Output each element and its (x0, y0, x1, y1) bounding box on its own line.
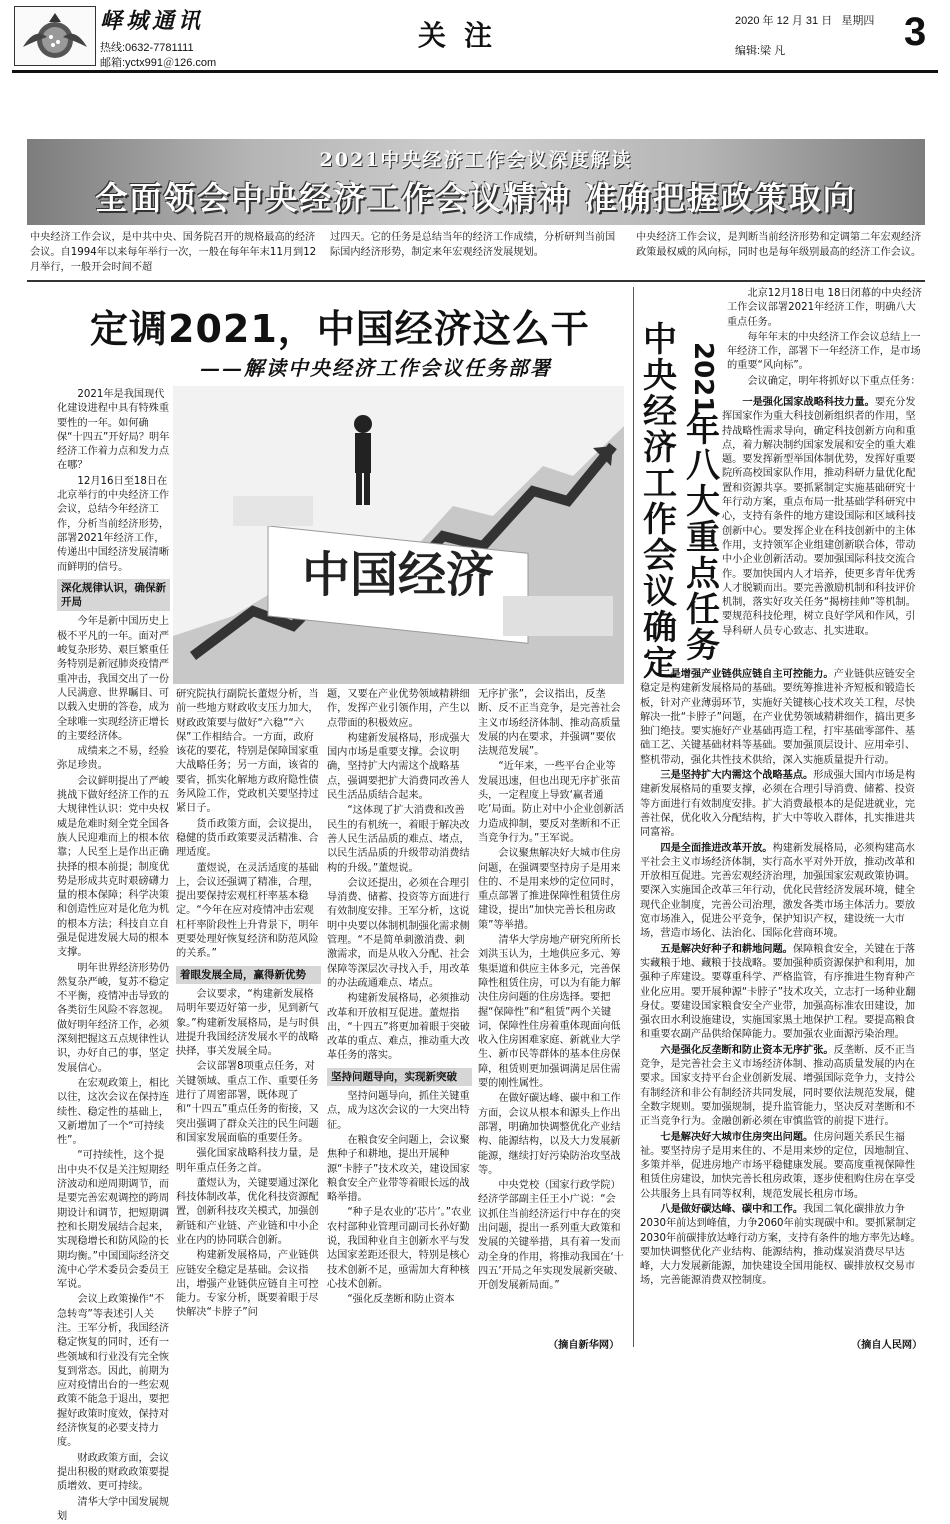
paragraph: 财政政策方面，会议提出积极的财政政策要提质增效、更可持续。 (57, 1452, 170, 1493)
weekday: 星期四 (841, 15, 875, 27)
title-char: 议 (643, 572, 677, 612)
task-7 (640, 1131, 923, 1202)
paragraph: 董煜认为，关键要通过深化科技体制改革，优化科技资源配置，创新科技攻关模式，加强创新链和产业链、产业链和中小企业在内的协同联合创新。 (176, 1177, 319, 1246)
editor: 编辑:梁 凡 (735, 45, 786, 57)
paragraph: 题，又要在产业优势领域精耕细作，发挥产业引领作用，产生以点带面的积极效应。 (327, 689, 470, 729)
task-body: 反垄断、反不正当竞争，是完善社会主义市场经济体制、推动高质量发展的内在要求。国家支持平台企业创新发展、增强国际竞争力，支持公有制经济和非公有制经济共同发展，同时要依法规范发展，健全数字规则。要加强规制，提升监管能力，坚决反对垄断和不正当竞争行为。金融创新必须在审慎监管的前提下进行。 (640, 1044, 916, 1128)
paragraph: 北京12月18日电 18日闭幕的中央经济工作会议部署2021年经济工作，明确八大重点任务。 (727, 288, 922, 328)
paragraph: 构建新发展格局，必须推动改革和开放相互促进。董煜指出，“十四五”将更加着眼于突破改革的重点、难点，推动重大改革任务的落实。 (327, 993, 470, 1062)
title-char: 经 (643, 392, 677, 432)
lead-column-d (478, 688, 624, 1333)
paragraph: 会议上政策操作“不急转弯”等表述引人关注。王军分析，我国经济稳定恢复的同时，还有一些领域和行业没有完全恢复到常态。因此，前期为应对疫情出台的一些宏观政策不能急于退出，要把握好政策时度效，保持对经济恢复的必要支持力度。 (57, 1294, 170, 1449)
title-char: 确 (643, 608, 677, 648)
task-body: 产业链供应链安全稳定是构建新发展格局的基础。要统筹推进补齐短板和锻造长板，针对产业薄弱环节，实施好关键核心技术攻关工程，尽快解决一批“卡脖子”问题，在产业优势领域精耕细作，搞出更多独门绝技。要实施好产业基础再造工程，打牢基础零部件、基础工艺、关键基础材料等基础。要加强顶层设计、应用牵引、整机带动，强化共性技术供给，深入实施质量提升行动。 (640, 669, 916, 766)
intro-divider (27, 280, 925, 282)
photo-caption: 中国经济 (301, 547, 495, 603)
paragraph: 明年世界经济形势仍然复杂严峻，复苏不稳定不平衡，疫情冲击导致的各类衍生风险不容忽视。做好明年经济工作，必须深刻把握这五点规律性认识，办好自己的事，坚定发展信心。 (57, 962, 170, 1074)
paragraph: 会议还提出，必须在合理引导消费、储蓄、投资等方面进行有效制度安排。王军分析，这说明中央要以体制机制强化需求侧管理。“不是简单刺激消费、刺激需求，而是从收入分配、社会保障等深层次寻找入手，用改革的办法疏通难点、堵点。 (327, 877, 470, 989)
intro-col-3: 中央经济工作会议，是判断当前经济形势和定调第二年宏观经济政策最权威的风向标，同时也是每年级别最高的经济工作会议。 (636, 232, 922, 258)
title-char: 八 (686, 446, 720, 486)
task-body: 要充分发挥国家作为重大科技创新组织者的作用，坚持战略性需求导向，确定科技创新方向和重点，着力解决制约国家发展和安全的重大难题。要发挥新型举国体制优势，发挥好重要院所高校国家队作用，推动科研力量优化配置和资源共享。要抓紧制定实施基础研究十年行动方案，重点布局一批基础学科研究中心，支持有条件的地方建设国际和区域科技创新中心。要发挥企业在科技创新中的主体作用，支持领军企业组建创新联合体，带动中小企业创新活动。要加强国际科技交流合作。要加快国内人才培养，使更多青年优秀人才脱颖而出。要完善激励机制和科技评价机制，落实好攻关任务“揭榜挂帅”等机制。要规范科技伦理，树立良好学风和作风，引导科研人员专心致志、扎实进取。 (722, 397, 916, 637)
lead-column-b (176, 688, 321, 1348)
paragraph: 今年是新中国历史上极不平凡的一年。面对严峻复杂形势、艰巨繁重任务特别是新冠肺炎疫情严重冲击，我国交出了一份人民满意、世界瞩目、可以载入史册的答卷，成为全球唯一实现经济正增长的主要经济体。 (57, 616, 170, 742)
paragraph: “近年来，一些平台企业等发展迅速，但也出现无序扩张苗头，一定程度上导致‘赢者通吃’局面。防止对中小企业创新活力造成抑制，要反对垄断和不正当竞争行为。”王军说。 (478, 761, 624, 844)
task-5 (640, 943, 923, 1043)
paragraph: 在做好碳达峰、碳中和工作方面，会议从根本和源头上作出部署，明确加快调整优化产业结构、能源结构，以及大力发展新能源，继续打好污染防治攻坚战等。 (478, 1093, 621, 1176)
title-char: 大 (686, 482, 720, 522)
paragraph: 中央党校（国家行政学院）经济学部副主任王小广说：“会议抓住当前经济运行中存在的突出问题，提出一系列重大政策和发展的关键举措，具有着一发而动全身的作用，将推动我国在‘十四五’开局之年实现发展新突破、开创发展新局面。” (478, 1180, 624, 1292)
lead-subheadline: ——解读中央经济工作会议任务部署 (200, 356, 552, 380)
title-char: 重 (686, 518, 720, 558)
paragraph: 强化国家战略科技力量，是明年重点任务之首。 (176, 1148, 319, 1174)
paragraph: 构建新发展格局，产业链供应链安全稳定是基础。会议指出，增强产业链供应链自主可控能力。专家分析，既要着眼于尽快解决“卡脖子”问 (176, 1250, 319, 1319)
feature-banner (27, 139, 925, 225)
title-char: 中 (643, 320, 677, 360)
task-heading: 五是解决好种子和耕地问题。 (660, 943, 793, 955)
paragraph: 在宏观政策上，相比以往，这次会议在保持连续性、稳定性的基础上，又新增加了一个“可持续性”。 (57, 1077, 170, 1147)
paper-name: 峄城通讯 (100, 8, 205, 34)
task-4 (640, 842, 923, 942)
date: 2020 年 12 月 31 日 (735, 15, 833, 27)
email: 邮箱:yctx991＠126.com (100, 57, 217, 69)
task-8 (640, 1203, 923, 1289)
lead-headline: 定调2021，中国经济这么干 (90, 307, 590, 351)
tasks-vertical-title (683, 342, 723, 664)
paragraph: 成绩来之不易，经验弥足珍贵。 (57, 746, 170, 772)
title-char: 央 (643, 356, 677, 396)
task-heading: 八是做好碳达峰、碳中和工作。 (660, 1203, 804, 1215)
task-heading: 二是增强产业链供应链自主可控能力。 (660, 669, 834, 680)
paragraph: 坚持问题导向，抓住关键重点，成为这次会议的一大突出特征。 (327, 1091, 470, 1131)
lead-source: （摘自新华网） (548, 1340, 620, 1351)
task-body: 构建新发展格局，必须构建高水平社会主义市场经济体制，实行高水平对外开放，推动改革和开放相互促进。完善宏观经济治理，加强国家宏观政策协调。要深入实施国企改革三年行动，优化民营经济发展环境，健全现代企业制度，完善公司治理，激发各类市场主体活力。要放宽市场准入，促进公平竞争，保护知识产权，建设统一大市场，营造市场化、法治化、国际化营商环境。 (640, 842, 916, 940)
section-title: 关注 (418, 19, 511, 52)
task-body: 形成强大国内市场是构建新发展格局的重要支撑，必须在合理引导消费、储蓄、投资等方面进行有效制度安排。扩大消费最根本的是促进就业，完善社保，优化收入分配结构，扩大中等收入群体，扎实推进共同富裕。 (640, 770, 916, 839)
paragraph: 无序扩张”，会议指出，反垄断、反不正当竞争，是完善社会主义市场经济体制、推动高质量发展的内在要求，并强调“要依法规范发展”。 (478, 689, 621, 758)
task-2 (640, 668, 923, 768)
lead-column-c (327, 688, 472, 1348)
pomegranate-logo-icon (15, 7, 95, 65)
title-char: 任 (686, 590, 720, 630)
banner-title: 全面领会中央经济工作会议精神 准确把握政策取向 (95, 179, 857, 217)
task-body: 住房问题关系民生福祉。要坚持房子是用来住的、不是用来炒的定位，因地制宜、多策并举，促进房地产市场平稳健康发展。要高度重视保障性租赁住房建设，加快完善长租房政策，逐步使租购住房在享受公共服务上具有同等权利，规范发展长租房市场。 (640, 1131, 916, 1200)
section-heading: 着眼发展全局，赢得新优势 (176, 966, 321, 984)
intro-col-2: 过四天。它的任务是总结当年的经济工作成绩，分析研判当前国际国内经济形势，制定来年宏观经济发展规划。 (330, 232, 616, 258)
paragraph: 2021年是我国现代化建设进程中具有特殊重要性的一年。如何确保“十四五”开好局？明年经济工作着力点和发力点在哪？ (57, 389, 170, 472)
paragraph: “强化反垄断和防止资本 (347, 1294, 455, 1306)
paragraph: 12月16日至18日在北京举行的中央经济工作会议，总结今年经济工作，分析当前经济形势，部署2021年经济工作，传递出中国经济发展清晰而鲜明的信号。 (57, 475, 170, 573)
section-heading: 深化规律认识，确保新开局 (57, 579, 170, 612)
paragraph: 会议要求，“构建新发展格局明年要迈好第一步，见到新气象。”构建新发展格局，是与时俱进提升我国经济发展水平的战略抉择，事关发展全局。 (176, 988, 319, 1058)
task-heading: 三是坚持扩大内需这个战略基点。 (660, 770, 814, 782)
task-6 (640, 1044, 923, 1130)
title-char: 年 (686, 410, 720, 450)
paragraph: 每年年末的中央经济工作会议总结上一年经济工作，部署下一年经济工作，是市场的重要“风向标”。 (727, 331, 921, 372)
issue-date (735, 12, 874, 28)
title-char: 工 (643, 464, 677, 504)
businessman-figure (354, 415, 372, 433)
lead-column-a (57, 388, 170, 1522)
paragraph: 构建新发展格局，形成强大国内市场是重要支撑。会议明确，坚持扩大内需这个战略基点，强调要把扩大消费同改善人民生活品质结合起来。 (327, 732, 470, 802)
paragraph: “可持续性，这个提出中央不仅是关注短期经济波动和逆周期调节，而是要完善宏观调控的跨周期设计和调节，把短期调控和长期发展结合起来，实现稳增长和防风险的长期均衡。”中国国际经济交流中心学术委员会委员王军说。 (57, 1150, 170, 1291)
title-char: 定 (643, 644, 677, 684)
paragraph: “这体现了扩大消费和改善民生的有机统一，着眼于解决改善人民生活品质的难点、堵点，以民生活品质的升级带动消费结构的升级。”董煜说。 (327, 805, 470, 874)
tasks-lead-text (727, 287, 923, 395)
paragraph: 清华大学中国发展规划 (57, 1496, 170, 1522)
title-char: 务 (686, 626, 720, 666)
hotline: 热线:0632-7781111 (100, 42, 194, 54)
task-3 (640, 769, 923, 840)
banner-subtitle: 2021中央经济工作会议深度解读 (319, 149, 633, 171)
title-char: 会 (643, 536, 677, 576)
task-body: 保障粮食安全，关键在于落实藏粮于地、藏粮于技战略。要加强种质资源保护和利用，加强种子库建设。要尊重科学、严格监管，有序推进生物育种产业化应用。要开展种源“卡脖子”技术攻关，立志打一场种业翻身仗。要建设国家粮食安全产业带，加强高标准农田建设，加强农田水利设施建设，实施国家黑土地保护工程。要提高粮食和重要农副产品供给保障能力。要加强农业面源污染治理。 (640, 943, 916, 1041)
paragraph: 在粮食安全问题上，会议聚焦种子和耕地，提出开展种源“卡脖子”技术攻关，建设国家粮食安全产业带等着眼长远的战略举措。 (327, 1134, 470, 1204)
task-heading: 四是全面推进改革开放。 (660, 842, 773, 854)
task-heading: 一是强化国家战略科技力量。 (742, 397, 875, 408)
paragraph: 会议确定，明年将抓好以下重点任务： (747, 375, 921, 387)
tasks-main-text (640, 668, 923, 1340)
masthead (0, 0, 950, 72)
task-heading: 七是解决好大城市住房突出问题。 (660, 1131, 814, 1143)
paragraph: 会议部署8项重点任务，对关键领域、重点工作、重要任务进行了周密部署，既体现了和“十四五”重点任务的衔接，又突出强调了群众关注的民生问题和国家发展面临的重要任务。 (176, 1061, 319, 1144)
title-char: 作 (643, 500, 677, 540)
paragraph: 货币政策方面，会议提出，稳健的货币政策要灵活精准、合理适度。 (176, 818, 319, 859)
section-heading: 坚持问题导向，实现新突破 (327, 1068, 472, 1086)
newspaper-logo (14, 6, 96, 66)
paragraph: 董煜说，在灵活适度的基础上，会议还强调了精准，合理，提出要保持宏观杠杆率基本稳定。“今年在应对疫情冲击宏观杠杆率阶段性上升背景下，明年更要处理好恢复经济和防范风险的关系。” (176, 862, 319, 960)
paragraph: “种子是农业的‘芯片’。”农业农村部种业管理司副司长孙好勤说，我国种业自主创新水平与发达国家差距还很大，特别是核心技术创新不足，亟需加大育种核心技术创新。 (327, 1207, 472, 1290)
intro-col-1: 中央经济工作会议，是中共中央、国务院召开的规格最高的经济会议。自1994年以来每年举行一次，一般在每年年末11月到12月举行，一般开会时间不超 (30, 232, 317, 273)
paragraph: 研究院执行副院长董煜分析，当前一些地方财政收支压力加大，财政政策要与做好“六稳”“六保”工作相结合。一方面，政府该花的要花，特别是保障国家重大战略任务；另一方面，该省的要省，抓实化解地方政府隐性债务风险工作，党政机关要坚持过紧日子。 (176, 689, 319, 815)
paragraph: 清华大学房地产研究所所长刘洪玉认为，土地供应多元、筹集渠道和供应主体多元，完善保障性租赁住房，可以为有能力解决住房问题的住房选择。要把握“保障性”和“租赁”两个关键词，保障性住房着重体现面向低收入住房困难家庭、新就业大学生、新市民等群体的基本住房保障，租赁则更加强调满足居住需要的刚性属性。 (478, 935, 621, 1090)
title-char: 2021 (688, 342, 718, 415)
paragraph: 会议鲜明提出了严峻挑战下做好经济工作的五大规律性认识：党中央权威是危难时刻全党全国各族人民迎难而上的根本依靠；人民至上是作出正确抉择的根本前提；制度优势是形成共克时艰磅礴力量的根本保障；科学决策和创造性应对是化危为机的根本方法；科技自立自强是促进发展大局的根本支撑。 (57, 775, 170, 959)
tasks-vertical-kicker (640, 322, 680, 682)
task-body: 我国二氧化碳排放力争2030年前达到峰值，力争2060年前实现碳中和。要抓紧制定2030年前碳排放达峰行动方案，支持有条件的地方率先达峰。要加快调整优化产业结构、能源结构，推动煤炭消费尽早达峰，大力发展新能源，加快建设全国用能权、碳排放权交易市场，完善能源消费双控制度。 (640, 1203, 921, 1287)
masthead-divider (12, 70, 938, 73)
page-number: 3 (904, 10, 927, 54)
china-economy-photo (173, 386, 624, 684)
title-char: 点 (686, 554, 720, 594)
tasks-source: （摘自人民网） (851, 1340, 923, 1351)
task-1 (722, 396, 922, 639)
title-char: 济 (643, 428, 677, 468)
column-divider (633, 287, 634, 1347)
task-1-upper (722, 396, 922, 668)
task-heading: 六是强化反垄断和防止资本无序扩张。 (660, 1044, 834, 1056)
paragraph: 会议聚焦解决好大城市住房问题，在强调要坚持房子是用来住的、不是用来炒的定位同时，重点部署了推进保障性租赁住房建设，提出“加快完善长租房政策”等举措。 (478, 848, 621, 931)
